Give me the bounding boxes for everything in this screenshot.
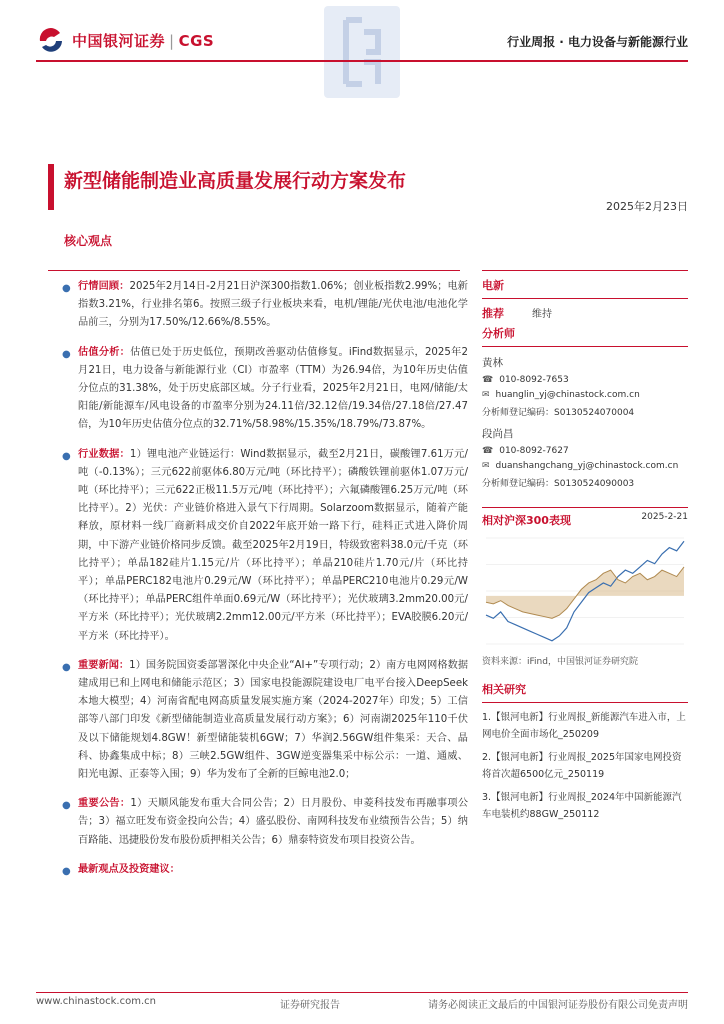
industry-label: 电新 [482,279,504,292]
email-link[interactable]: duanshangchang_yj@chinastock.com.cn [495,461,679,471]
bullet-icon: ● [62,348,71,360]
analyst-email[interactable] [482,461,688,471]
para-text: 1）锂电池产业链运行：Wind数据显示，截至2月21日，碳酸锂7.61万元/吨（-0.13%）；三元622前驱体6.80万元/吨（环比持平）；磷酸铁锂前驱体1.07万元/吨（环比持平）；三元622正极11.5万元/吨（环比持平）；六氟磷酸锂6.25万元/吨（环比持平）。2）光伏：产业链价格进入景气下行周期。Solarzoom数据显示，随着产能释放，原材料一线厂商新料成交价自2022年底开始一路下行，硅料正式进入降价周期，中下游产业链价格同步反馈。截至2025年2月19日，特级致密料38.0元/千克（环比持平）；单晶182硅片1.15元/片（环比持平）；单晶210硅片1.70元/片（环比持平）；单晶PERC182电池片0.29元/W（环比持平）；单晶PERC210电池片0.29元/W（环比持平）；单晶PERC组件单面0.69元/W（环比持平）；光伏玻璃3.2mm20.00元/平方米（环比持平）；光伏玻璃2.2mm12.00元/平方米（环比持平）；EVA胶膜6.20元/平方米（环比持平）。 [78,448,468,642]
para-news [62,657,468,784]
cgs-watermark-emblem [316,6,408,98]
sidebar [482,270,688,823]
para-valuation [62,344,468,435]
page-title: 新型储能制造业高质量发展行动方案发布 [64,170,407,192]
analyst-name: 段尚昌 [482,428,514,440]
rating-row [482,305,688,321]
rating-label: 推荐 [482,307,504,320]
analyst-name: 黄林 [482,357,503,369]
chart-source: 资料来源：iFind，中国银河证券研究院 [482,657,638,667]
email-link[interactable]: huanglin_yj@chinastock.com.cn [495,390,640,400]
related-item[interactable]: 3.【银河电新】行业周报_2024年中国新能源汽车电装机约88GW_250112 [482,792,682,820]
phone-icon: ☎ [482,375,494,385]
analyst-email[interactable] [482,390,688,400]
para-label: 行情回顾： [78,281,130,292]
core-divider [48,270,460,271]
bullet-icon: ● [62,865,71,877]
analyst-phone [482,375,688,385]
email-icon: ✉ [482,461,490,471]
footer-divider [36,992,688,993]
bullet-icon: ● [62,661,71,673]
para-announcements [62,795,468,850]
para-text: 估值已处于历史低位，预期改善驱动估值修复。iFind数据显示，2025年2月21日，电力设备与新能源行业（CI）市盈率（TTM）为26.94倍，为10年历史估值分位点的31.38%，处于历史底部区域。分子行业看，2025年2月21日，电网/储能/太阳能/新能源车/风电设备的市盈率分别为24.11倍/32.12倍/19.34倍/27.18倍/27.47倍，为10年历史估值分位点的32.71%/58.98%/15.35%/18.79%/73.87%。 [78,346,469,431]
footer-disclaimer: 请务必阅读正文最后的中国银河证券股份有限公司免责声明 [428,1000,688,1011]
bullet-icon: ● [62,450,71,462]
related-item[interactable]: 2.【银河电新】行业周报_2025年国家电网投资将首次超6500亿元_250119 [482,752,682,780]
phone-text: 010-8092-7627 [499,446,569,456]
performance-chart [482,532,688,650]
core-content [62,278,468,890]
logo-name: 中国银河证券 [72,32,166,50]
analyst-reg: 分析师登记编码：S0130524070004 [482,408,635,418]
report-date: 2025年2月23日 [606,200,688,213]
para-label: 重要新闻： [78,659,130,671]
bullet-icon: ● [62,800,71,812]
para-industry-data [62,446,468,646]
bullet-icon: ● [62,283,71,294]
sidebar-rule [482,702,688,703]
analyst-phone [482,446,688,456]
chart-heading: 相对沪深300表现 [482,514,571,527]
related-heading: 相关研究 [482,683,526,696]
phone-text: 010-8092-7653 [499,375,569,385]
sidebar-top-rule [482,270,688,271]
para-latest-views [62,861,468,879]
sidebar-rule [482,298,688,299]
para-text: 2025年2月14日-2月21日沪深300指数1.06%；创业板指数2.99%；电新指数3.21%，行业排名第6。按照三级子行业板块来看，电机/锂能/光伏电池/电池化学品前三，分别为17.50%/12.66%/8.55%。 [78,281,468,329]
sidebar-rule [482,346,688,347]
logo-separator: | [169,32,175,50]
para-label: 最新观点及投资建议： [78,863,180,875]
logo-abbr: CGS [178,32,215,50]
core-heading: 核心观点 [64,234,113,248]
chart-header [482,512,688,528]
para-text: 1）国务院国资委部署深化中央企业“AI+”专项行动；2）南方电网网格数据建成用已和上网电和储能示范区；3）国家电投能源院建设电厂电平台接入DeepSeek本地大模型；4）河南省配电网高质量发展实施方案（2024-2027年）印发；5）工信部等八部门印发《新型储能制造业高质量发展行动方案》；6）河南湖2025年110千伏及以下储能规划4.8GW！新型储能装机6GW；7）华润2.56GW组件集采：天合、晶科、协鑫集成中标；8）三峡2.5GW组件、3GW逆变器集采中标公示：一道、通威、阳光电源、正泰等入围；9）华为发布了全新的巨鲸电池2.0； [78,659,469,781]
para-label: 重要公告： [78,798,131,810]
report-type: 行业周报 · 电力设备与新能源行业 [507,35,688,49]
para-label: 估值分析： [78,346,131,358]
series-area-沪深300 [486,567,684,618]
para-market-review [62,278,468,333]
analyst-heading: 分析师 [482,327,515,340]
rating-value: 维持 [532,309,552,320]
sidebar-rule [482,507,688,508]
chart-date: 2025-2-21 [641,512,688,522]
footer-middle: 证券研究报告 [280,1000,340,1011]
logo-text [72,30,214,51]
para-text: 1）天顺风能发布重大合同公告；2）日月股份、申菱科技发布再融事项公告；3）福立旺发布资金投向公告；4）盛弘股份、南网科技发布业绩预告公告；5）纳百路能、迅捷股份发布股份质押相关公告；6）鼎泰特资发布项目投资公告。 [78,798,469,846]
cgs-logo-icon [36,27,66,55]
header-divider [36,60,688,62]
para-label: 行业数据： [78,448,130,460]
related-item[interactable]: 1.【银河电新】行业周报_新能源汽车进入市，上网电价全面市场化_250209 [482,712,686,740]
email-icon: ✉ [482,390,490,400]
analyst-reg: 分析师登记编码：S0130524090003 [482,479,635,489]
footer-website[interactable]: www.chinastock.com.cn [36,996,156,1007]
phone-icon: ☎ [482,446,494,456]
title-accent-bar [48,164,54,210]
